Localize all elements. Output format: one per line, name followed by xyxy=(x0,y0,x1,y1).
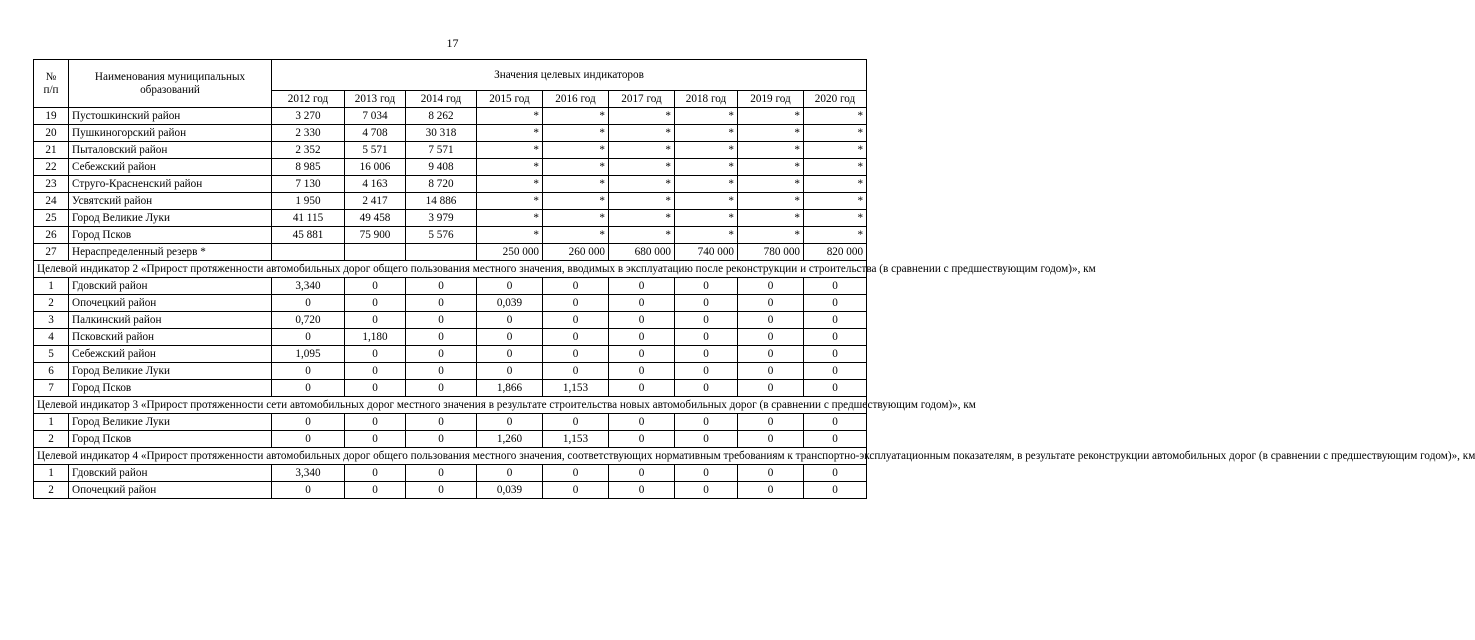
row-number: 6 xyxy=(34,363,69,380)
section-title-row xyxy=(34,261,867,278)
indicator-value: 0 xyxy=(272,295,345,312)
indicator-value: 3,340 xyxy=(272,278,345,295)
indicator-value: 0 xyxy=(406,431,477,448)
indicator-value: * xyxy=(738,193,804,210)
indicator-value: 0 xyxy=(804,295,867,312)
indicator-value: 8 262 xyxy=(406,108,477,125)
indicator-value: 0 xyxy=(272,414,345,431)
indicator-value: 0 xyxy=(804,482,867,499)
indicator-value: 0 xyxy=(804,465,867,482)
table-row xyxy=(34,380,867,397)
indicator-value: 0 xyxy=(738,295,804,312)
table-row xyxy=(34,227,867,244)
indicator-value: * xyxy=(738,108,804,125)
indicator-value: 0 xyxy=(406,278,477,295)
indicator-value: 0 xyxy=(543,465,609,482)
indicator-value: 2 352 xyxy=(272,142,345,159)
indicator-value: 45 881 xyxy=(272,227,345,244)
indicator-value: 0 xyxy=(477,414,543,431)
indicator-value: * xyxy=(804,142,867,159)
indicator-value: 780 000 xyxy=(738,244,804,261)
table-row xyxy=(34,482,867,499)
indicator-value: 3 979 xyxy=(406,210,477,227)
row-number: 19 xyxy=(34,108,69,125)
indicator-value: 0 xyxy=(609,329,675,346)
indicator-value: 0 xyxy=(406,312,477,329)
indicator-value: 0 xyxy=(543,363,609,380)
indicator-value: 0 xyxy=(406,363,477,380)
indicator-value: 0,039 xyxy=(477,482,543,499)
indicator-section-title: Целевой индикатор 2 «Прирост протяженности автомобильных дорог общего пользования местного значения, вводимых в эксплуатацию после реконструкции и строительства (в сравнении с предшествующим годом)», км xyxy=(34,261,867,278)
indicator-value: 0 xyxy=(477,278,543,295)
indicator-value: * xyxy=(477,142,543,159)
indicator-value: * xyxy=(738,159,804,176)
indicator-value: 0 xyxy=(345,465,406,482)
indicator-value: * xyxy=(609,193,675,210)
indicator-value: 0 xyxy=(543,312,609,329)
indicator-value: 0 xyxy=(609,465,675,482)
row-number: 22 xyxy=(34,159,69,176)
indicator-value: 0 xyxy=(738,380,804,397)
indicator-value: * xyxy=(675,142,738,159)
row-number: 2 xyxy=(34,295,69,312)
header-year: 2014 год xyxy=(406,91,477,108)
indicator-value: 7 130 xyxy=(272,176,345,193)
indicator-value: 0 xyxy=(738,278,804,295)
indicator-value: 0 xyxy=(272,431,345,448)
indicator-value: 0 xyxy=(609,482,675,499)
row-number: 1 xyxy=(34,465,69,482)
table-row xyxy=(34,431,867,448)
municipality-name: Город Псков xyxy=(69,380,272,397)
indicator-value: 16 006 xyxy=(345,159,406,176)
header-year: 2020 год xyxy=(804,91,867,108)
indicator-value: * xyxy=(804,125,867,142)
indicator-value xyxy=(272,244,345,261)
indicator-value: 0 xyxy=(675,482,738,499)
table-row xyxy=(34,193,867,210)
row-number: 25 xyxy=(34,210,69,227)
municipality-name: Палкинский район xyxy=(69,312,272,329)
indicator-value: * xyxy=(675,210,738,227)
indicator-value: 0 xyxy=(675,278,738,295)
indicator-value: 14 886 xyxy=(406,193,477,210)
indicator-value: 0 xyxy=(675,380,738,397)
indicator-value: 4 163 xyxy=(345,176,406,193)
indicator-value: 0 xyxy=(543,278,609,295)
indicator-value: 8 985 xyxy=(272,159,345,176)
indicator-value: 0 xyxy=(477,363,543,380)
municipality-name: Струго-Красненский район xyxy=(69,176,272,193)
table-row xyxy=(34,295,867,312)
row-number: 27 xyxy=(34,244,69,261)
indicator-value: 1,153 xyxy=(543,431,609,448)
table-row xyxy=(34,312,867,329)
table-row xyxy=(34,465,867,482)
table-row xyxy=(34,346,867,363)
table-row xyxy=(34,244,867,261)
municipality-name: Пушкиногорский район xyxy=(69,125,272,142)
table-row xyxy=(34,414,867,431)
table-row xyxy=(34,125,867,142)
indicator-value: 0 xyxy=(675,346,738,363)
header-row xyxy=(34,60,867,91)
header-year: 2013 год xyxy=(345,91,406,108)
indicator-value: 0,039 xyxy=(477,295,543,312)
row-number: 24 xyxy=(34,193,69,210)
indicator-value: 41 115 xyxy=(272,210,345,227)
indicator-value: 0 xyxy=(609,346,675,363)
municipality-name: Опочецкий район xyxy=(69,482,272,499)
indicator-value: 0 xyxy=(345,482,406,499)
indicator-value: 0 xyxy=(406,380,477,397)
municipality-name: Город Великие Луки xyxy=(69,363,272,380)
indicator-value: 0 xyxy=(738,414,804,431)
indicator-value: 0 xyxy=(738,465,804,482)
indicator-value: * xyxy=(609,227,675,244)
header-year: 2019 год xyxy=(738,91,804,108)
indicator-section-title: Целевой индикатор 4 «Прирост протяженности автомобильных дорог общего пользования местного значения, соответствующих нормативным требованиям к транспортно-эксплуатационным показателям, в результате реконструкции автомобильных дорог (в сравнении с предшествующим годом)», км xyxy=(34,448,867,465)
indicator-value: 0 xyxy=(804,380,867,397)
indicator-value: 0 xyxy=(543,295,609,312)
indicator-value: * xyxy=(675,227,738,244)
indicator-value: * xyxy=(738,227,804,244)
header-year: 2016 год xyxy=(543,91,609,108)
table-row xyxy=(34,278,867,295)
indicator-value: 7 571 xyxy=(406,142,477,159)
municipality-name: Город Великие Луки xyxy=(69,414,272,431)
indicator-value: * xyxy=(609,159,675,176)
indicator-value: 0 xyxy=(738,346,804,363)
table-row xyxy=(34,363,867,380)
indicator-value: 0 xyxy=(345,380,406,397)
indicator-value: 0 xyxy=(406,482,477,499)
municipality-name: Пустошкинский район xyxy=(69,108,272,125)
indicator-value: * xyxy=(543,210,609,227)
row-number: 7 xyxy=(34,380,69,397)
indicator-value: 0 xyxy=(804,329,867,346)
indicator-value: 0 xyxy=(543,346,609,363)
row-number: 5 xyxy=(34,346,69,363)
municipality-name: Город Псков xyxy=(69,431,272,448)
indicator-value: 0 xyxy=(345,278,406,295)
indicator-value: 0 xyxy=(345,363,406,380)
indicator-value: 0 xyxy=(738,329,804,346)
indicator-value: 0 xyxy=(406,414,477,431)
indicator-value: 0 xyxy=(272,329,345,346)
indicator-value: 0 xyxy=(477,312,543,329)
row-number: 20 xyxy=(34,125,69,142)
indicator-value: 0 xyxy=(738,482,804,499)
indicator-value: 75 900 xyxy=(345,227,406,244)
indicator-value: 1,153 xyxy=(543,380,609,397)
row-number: 1 xyxy=(34,278,69,295)
indicator-value: * xyxy=(804,176,867,193)
indicator-value xyxy=(406,244,477,261)
indicator-value: * xyxy=(543,142,609,159)
indicator-value: 0 xyxy=(609,295,675,312)
indicator-value: 0 xyxy=(804,431,867,448)
indicator-value: 0 xyxy=(272,482,345,499)
indicator-value: 0 xyxy=(804,346,867,363)
header-year: 2018 год xyxy=(675,91,738,108)
municipality-name: Гдовский район xyxy=(69,278,272,295)
municipality-name: Себежский район xyxy=(69,159,272,176)
indicator-value: 0 xyxy=(675,363,738,380)
indicator-value: 0,720 xyxy=(272,312,345,329)
indicator-value: 260 000 xyxy=(543,244,609,261)
indicator-value: 9 408 xyxy=(406,159,477,176)
indicator-value: * xyxy=(543,108,609,125)
indicator-value: 0 xyxy=(738,363,804,380)
municipality-name: Город Псков xyxy=(69,227,272,244)
indicator-value: * xyxy=(543,227,609,244)
indicator-value: * xyxy=(675,193,738,210)
header-num: № п/п xyxy=(34,60,69,108)
indicator-value: * xyxy=(804,193,867,210)
indicator-value: 0 xyxy=(272,380,345,397)
indicator-value: 0 xyxy=(345,295,406,312)
row-number: 23 xyxy=(34,176,69,193)
indicator-value: 0 xyxy=(477,465,543,482)
indicator-value: * xyxy=(477,176,543,193)
indicator-value: 4 708 xyxy=(345,125,406,142)
indicator-value: 5 576 xyxy=(406,227,477,244)
indicator-section-title: Целевой индикатор 3 «Прирост протяженности сети автомобильных дорог местного значения в результате строительства новых автомобильных дорог (в сравнении с предшествующим годом)», км xyxy=(34,397,867,414)
indicator-value: * xyxy=(804,108,867,125)
indicator-value: 3 270 xyxy=(272,108,345,125)
indicator-value: 1,866 xyxy=(477,380,543,397)
indicators-table xyxy=(33,59,1475,499)
indicator-value: * xyxy=(609,142,675,159)
indicator-value: 0 xyxy=(345,312,406,329)
indicator-value: * xyxy=(804,159,867,176)
header-values-title: Значения целевых индикаторов xyxy=(272,60,867,91)
indicator-value: * xyxy=(543,125,609,142)
indicator-value: 0 xyxy=(609,363,675,380)
indicator-value: * xyxy=(477,125,543,142)
indicator-value: 0 xyxy=(345,431,406,448)
indicator-value: * xyxy=(609,125,675,142)
indicator-value: 49 458 xyxy=(345,210,406,227)
indicator-value: 0 xyxy=(272,363,345,380)
table-row xyxy=(34,176,867,193)
indicator-value: 0 xyxy=(609,278,675,295)
indicator-value: 0 xyxy=(477,329,543,346)
indicator-value: 0 xyxy=(345,414,406,431)
indicator-value: 0 xyxy=(675,414,738,431)
indicator-value: 0 xyxy=(406,295,477,312)
row-number: 21 xyxy=(34,142,69,159)
indicator-value xyxy=(345,244,406,261)
indicator-value: 0 xyxy=(543,414,609,431)
indicator-value: 0 xyxy=(675,465,738,482)
indicator-value: 0 xyxy=(675,329,738,346)
indicator-value: 2 417 xyxy=(345,193,406,210)
indicator-value: 1,180 xyxy=(345,329,406,346)
header-year: 2015 год xyxy=(477,91,543,108)
table-row xyxy=(34,329,867,346)
indicator-value: 0 xyxy=(804,312,867,329)
indicator-value: * xyxy=(609,108,675,125)
indicator-value: 7 034 xyxy=(345,108,406,125)
row-number: 26 xyxy=(34,227,69,244)
indicator-value: * xyxy=(675,176,738,193)
municipality-name: Себежский район xyxy=(69,346,272,363)
indicator-value: * xyxy=(738,210,804,227)
indicator-value: 0 xyxy=(609,431,675,448)
municipality-name: Город Великие Луки xyxy=(69,210,272,227)
indicator-value: 0 xyxy=(609,380,675,397)
header-year: 2017 год xyxy=(609,91,675,108)
indicator-value: * xyxy=(738,142,804,159)
municipality-name: Псковский район xyxy=(69,329,272,346)
indicator-value: * xyxy=(477,193,543,210)
indicator-value: 5 571 xyxy=(345,142,406,159)
indicator-value: * xyxy=(804,210,867,227)
indicator-value: 0 xyxy=(609,414,675,431)
indicator-value: 0 xyxy=(804,414,867,431)
section-title-row xyxy=(34,448,867,465)
indicator-value: 3,340 xyxy=(272,465,345,482)
indicator-value: 0 xyxy=(609,312,675,329)
indicator-value: 30 318 xyxy=(406,125,477,142)
indicator-value: 0 xyxy=(675,295,738,312)
indicator-value: 0 xyxy=(345,346,406,363)
municipality-name: Пыталовский район xyxy=(69,142,272,159)
table-row xyxy=(34,108,867,125)
indicator-value: * xyxy=(477,159,543,176)
row-number: 3 xyxy=(34,312,69,329)
indicator-value: * xyxy=(738,176,804,193)
indicator-value: 8 720 xyxy=(406,176,477,193)
indicator-value: 0 xyxy=(543,329,609,346)
municipality-name: Нераспределенный резерв * xyxy=(69,244,272,261)
section-title-row xyxy=(34,397,867,414)
table-row xyxy=(34,210,867,227)
indicator-value: 0 xyxy=(406,346,477,363)
indicator-value: 0 xyxy=(738,312,804,329)
header-year: 2012 год xyxy=(272,91,345,108)
indicator-value: * xyxy=(675,159,738,176)
indicator-value: * xyxy=(675,108,738,125)
indicator-value: 1 950 xyxy=(272,193,345,210)
indicator-value: * xyxy=(543,193,609,210)
indicator-value: 680 000 xyxy=(609,244,675,261)
row-number: 4 xyxy=(34,329,69,346)
indicator-value: 0 xyxy=(675,312,738,329)
municipality-name: Опочецкий район xyxy=(69,295,272,312)
indicator-value: 0 xyxy=(804,363,867,380)
indicator-value: * xyxy=(609,210,675,227)
indicator-value: 740 000 xyxy=(675,244,738,261)
indicator-value: * xyxy=(477,227,543,244)
indicator-value: 0 xyxy=(406,465,477,482)
header-name: Наименования муниципальных образований xyxy=(69,60,272,108)
indicator-value: 2 330 xyxy=(272,125,345,142)
indicator-value: * xyxy=(738,125,804,142)
indicator-value: * xyxy=(477,210,543,227)
indicator-value: * xyxy=(804,227,867,244)
municipality-name: Усвятский район xyxy=(69,193,272,210)
row-number: 1 xyxy=(34,414,69,431)
indicator-value: 250 000 xyxy=(477,244,543,261)
table-row xyxy=(34,159,867,176)
indicator-value: 0 xyxy=(675,431,738,448)
row-number: 2 xyxy=(34,482,69,499)
indicator-value: 820 000 xyxy=(804,244,867,261)
indicator-value: * xyxy=(675,125,738,142)
indicator-value: 1,260 xyxy=(477,431,543,448)
indicator-value: * xyxy=(477,108,543,125)
indicator-value: 1,095 xyxy=(272,346,345,363)
indicator-value: 0 xyxy=(477,346,543,363)
indicator-value: * xyxy=(543,159,609,176)
indicator-value: * xyxy=(609,176,675,193)
row-number: 2 xyxy=(34,431,69,448)
indicator-value: 0 xyxy=(543,482,609,499)
indicator-value: * xyxy=(543,176,609,193)
indicator-value: 0 xyxy=(406,329,477,346)
page-number: 17 xyxy=(446,36,459,50)
municipality-name: Гдовский район xyxy=(69,465,272,482)
indicator-value: 0 xyxy=(804,278,867,295)
table-row xyxy=(34,142,867,159)
indicator-value: 0 xyxy=(738,431,804,448)
